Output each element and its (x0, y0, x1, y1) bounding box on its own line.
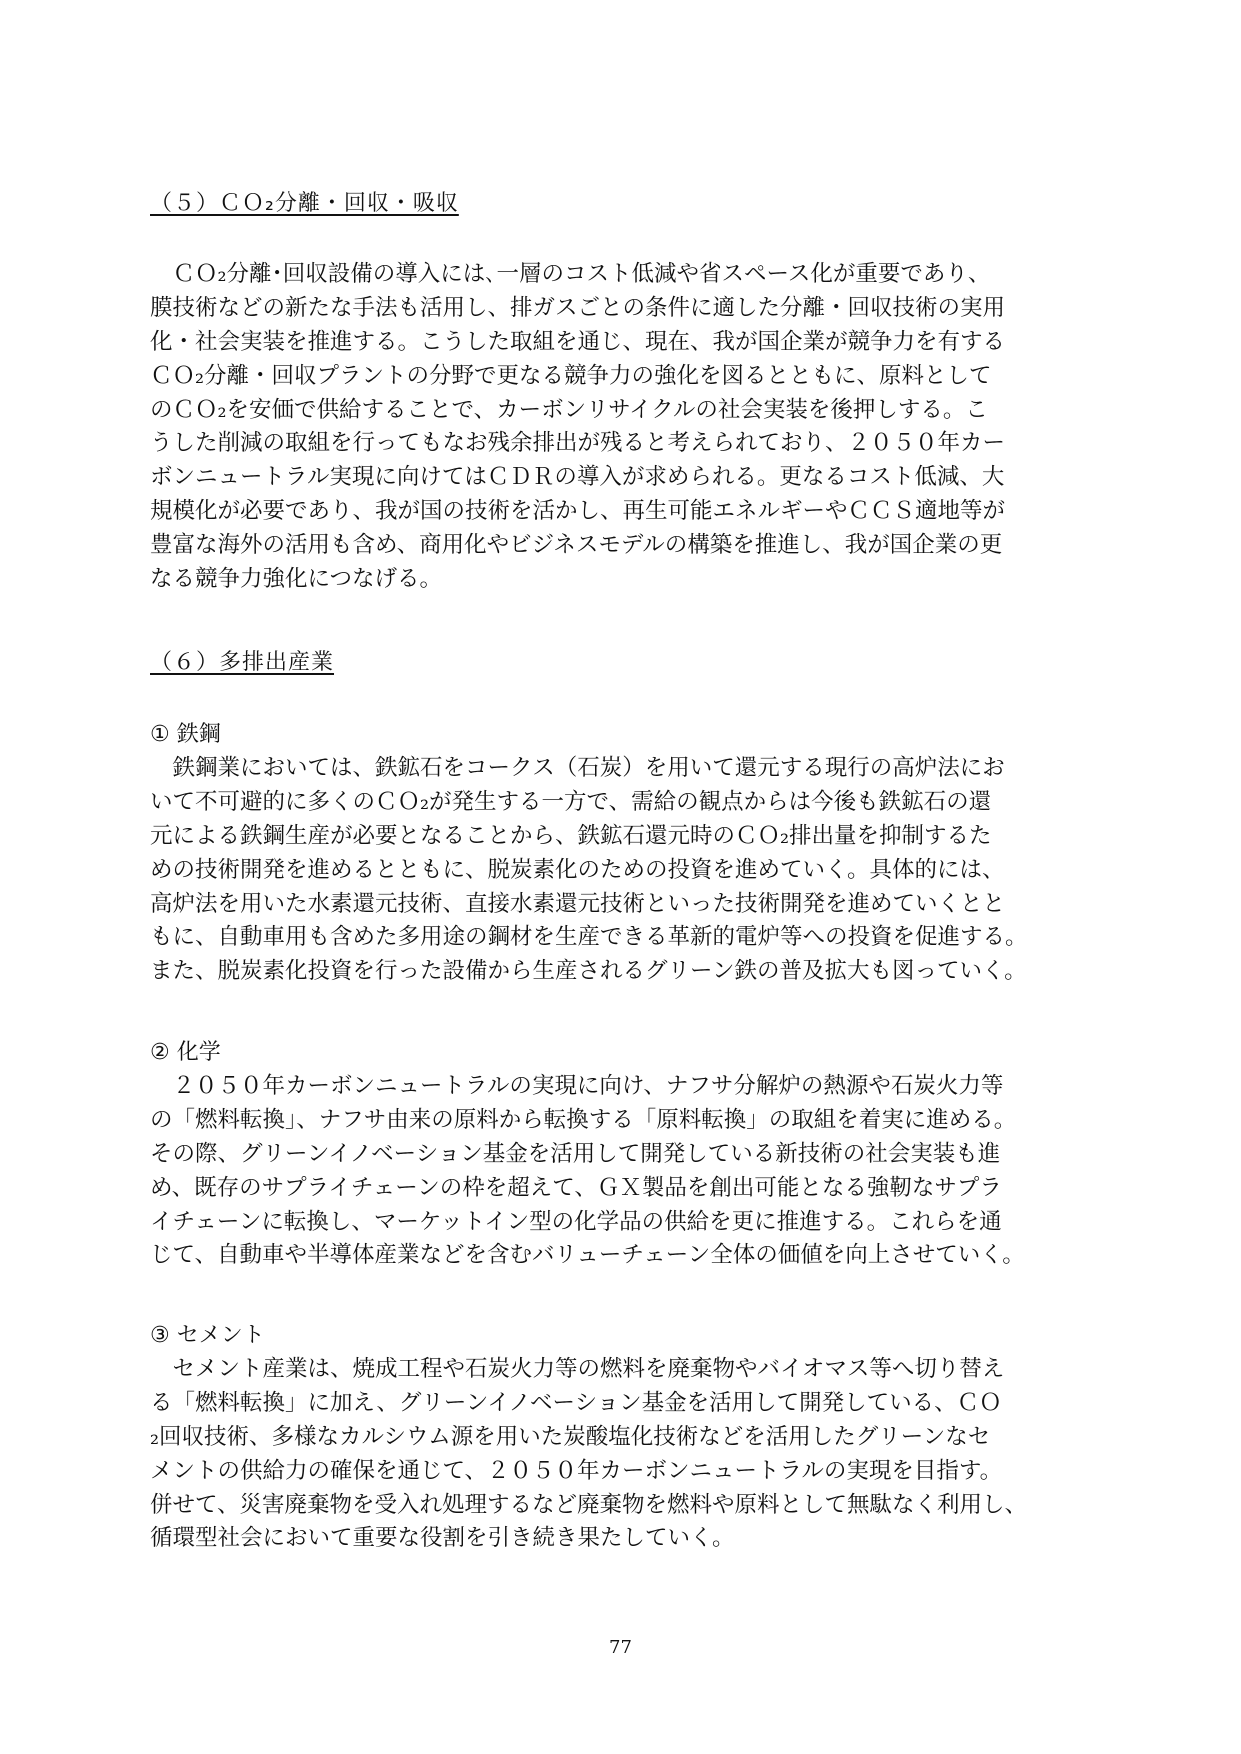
paragraph-line: ２０５０年カーボンニュートラルの実現に向け、ナフサ分解炉の熱源や石炭火力等 (150, 1073, 1004, 1099)
paragraph-line: め、既存のサプライチェーンの枠を超えて、ＧＸ製品を創出可能となる強靭なサプラ (150, 1174, 1002, 1201)
paragraph-line: 豊富な海外の活用も含め、商用化やビジネスモデルの構築を推進し、我が国企業の更 (150, 532, 1003, 559)
paragraph-line: 高炉法を用いた水素還元技術、直接水素還元技術といった技術開発を進めていくとと (150, 890, 1006, 917)
paragraph-line: もに、自動車用も含めた多用途の鋼材を生産できる革新的電炉等への投資を促進する。 (150, 924, 1028, 951)
paragraph-line: イチェーンに転換し、マーケットイン型の化学品の供給を更に推進する。これらを通 (150, 1208, 1002, 1235)
paragraph-line: ＣＯ₂分離･回収設備の導入には､一層のコスト低減や省スペース化が重要であり、 (150, 261, 991, 287)
paragraph-line: る「燃料転換」に加え、グリーンイノベーション基金を活用して開発している、ＣＯ (150, 1389, 1002, 1416)
chemical-subheading: ② 化学 (150, 1040, 221, 1065)
paragraph-line: いて不可避的に多くのＣＯ₂が発生する一方で、需給の観点からは今後も鉄鉱石の還 (150, 788, 992, 815)
section-6-heading: （６）多排出産業 (150, 650, 335, 675)
paragraph-line: 併せて、災害廃棄物を受入れ処理するなど廃棄物を燃料や原料として無駄なく利用し、 (150, 1491, 1028, 1518)
paragraph-line: 膜技術などの新たな手法も活用し、排ガスごとの条件に適した分離・回収技術の実用 (150, 294, 1006, 321)
steel-subheading: ① 鉄鋼 (150, 722, 221, 747)
paragraph-line: ボンニュートラル実現に向けてはＣＤＲの導入が求められる。更なるコスト低減、大 (150, 464, 1005, 491)
paragraph-line: じて、自動車や半導体産業などを含むバリューチェーン全体の価値を向上させていく。 (150, 1242, 1025, 1269)
paragraph-line: 元による鉄鋼生産が必要となることから、鉄鉱石還元時のＣＯ₂排出量を抑制するた (150, 822, 992, 849)
paragraph-line: めの技術開発を進めるとともに、脱炭素化のための投資を進めていく。具体的には、 (150, 856, 1005, 883)
cement-paragraph (150, 1353, 1102, 1556)
section-5-paragraph (150, 258, 1102, 597)
paragraph-line: のＣＯ₂を安価で供給することで、カーボンリサイクルの社会実装を後押しする。こ (150, 396, 988, 423)
paragraph-line: 循環型社会において重要な役割を引き続き果たしていく。 (150, 1525, 735, 1552)
paragraph-line: ₂回収技術、多様なカルシウム源を用いた炭酸塩化技術などを活用したグリーンなセ (150, 1423, 991, 1450)
steel-paragraph (150, 752, 1102, 989)
paragraph-line: 化・社会実装を推進する。こうした取組を通じ、現在、我が国企業が競争力を有する (150, 328, 1006, 355)
paragraph-line: 鉄鋼業においては、鉄鉱石をコークス（石炭）を用いて還元する現行の高炉法にお (150, 755, 1005, 781)
chemical-paragraph (150, 1070, 1102, 1273)
paragraph-line: ＣＯ₂分離・回収プラントの分野で更なる競争力の強化を図るとともに、原料として (150, 362, 992, 389)
paragraph-line: の「燃料転換」、ナフサ由来の原料から転換する「原料転換」の取組を着実に進める。 (150, 1106, 1017, 1133)
paragraph-line: その際、グリーンイノベーション基金を活用して開発している新技術の社会実装も進 (150, 1140, 1001, 1167)
page-number: 77 (609, 1637, 632, 1658)
paragraph-line: 規模化が必要であり、我が国の技術を活かし、再生可能エネルギーやＣＣＳ適地等が (150, 498, 1006, 525)
paragraph-line: メントの供給力の確保を通じて、２０５０年カーボンニュートラルの実現を目指す。 (150, 1457, 1003, 1484)
cement-subheading: ③ セメント (150, 1323, 265, 1348)
paragraph-line: セメント産業は、焼成工程や石炭火力等の燃料を廃棄物やバイオマス等へ切り替え (150, 1356, 1005, 1382)
paragraph-line: また、脱炭素化投資を行った設備から生産されるグリーン鉄の普及拡大も図っていく。 (150, 958, 1027, 985)
paragraph-line: うした削減の取組を行ってもなお残余排出が残ると考えられており、２０５０年カー (150, 430, 1006, 457)
paragraph-line: なる競争力強化につなげる。 (150, 566, 443, 593)
section-5-heading: （５）ＣＯ₂分離・回収・吸収 (150, 191, 459, 216)
